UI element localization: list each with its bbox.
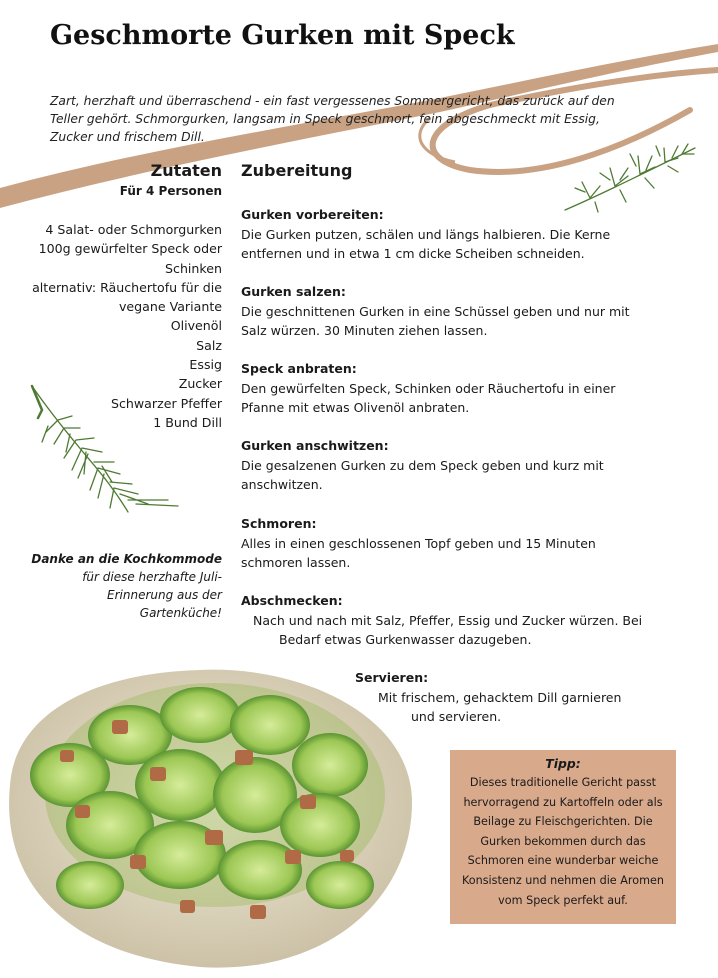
ingredient-list [2, 220, 222, 432]
ingredients-heading: Zutaten [150, 161, 222, 180]
ingredient-line: Essig [189, 357, 222, 373]
ingredient-line: 1 Bund Dill [153, 414, 222, 430]
step-line: Salz würzen. 30 Minuten ziehen lassen. [241, 323, 488, 338]
step-line: anschwitzen. [241, 477, 323, 492]
tip-line: Dieses traditionelle Gericht passt [469, 776, 657, 789]
step-title: Abschmecken: [241, 593, 343, 608]
step-season [241, 591, 681, 650]
tip-box [450, 750, 676, 924]
step-prepare [241, 205, 681, 264]
step-line: Bedarf etwas Gurkenwasser dazugeben. [279, 632, 532, 647]
ingredient-line: 100g gewürfelter Speck oder [38, 241, 222, 257]
dill-sprig-icon [560, 140, 700, 215]
tip-line: Beilage zu Fleischgerichten. Die [473, 815, 653, 829]
tip-title: Tipp: [545, 756, 581, 771]
step-line: Die gesalzenen Gurken zu dem Speck geben und kurz mit [241, 457, 604, 473]
step-title: Schmoren: [241, 516, 317, 531]
ingredient-line: Olivenöl [170, 318, 222, 334]
step-line: und servieren. [411, 709, 502, 724]
step-title: Gurken vorbereiten: [241, 207, 384, 222]
step-line: Die Gurken putzen, schälen und längs halbieren. Die Kerne [241, 226, 611, 242]
ingredient-line: Schinken [165, 260, 222, 276]
tip-line: Schmoren eine wunderbar weiche [467, 854, 659, 868]
step-saute [241, 436, 681, 495]
tip-line: Konsistenz und nehmen die Aromen [462, 873, 664, 887]
thanks-line: Erinnerung aus der [107, 588, 222, 602]
tip-line: vom Speck perfekt auf. [498, 893, 628, 907]
step-line: Nach und nach mit Salz, Pfeffer, Essig und Zucker würzen. Bei [253, 612, 643, 628]
step-title: Servieren: [355, 670, 429, 685]
ingredient-line: alternativ: Räuchertofu für die [32, 279, 222, 295]
ingredient-line: vegane Variante [118, 299, 222, 315]
step-salt [241, 282, 681, 341]
ingredient-line: 4 Salat- oder Schmorgurken [45, 222, 222, 237]
thanks-title: Danke an die Kochkommode [31, 552, 222, 566]
step-fry-bacon [241, 359, 681, 418]
thanks-line: Gartenküche! [139, 606, 222, 620]
step-line: Die geschnittenen Gurken in eine Schüssel geben und nur mit [241, 303, 630, 319]
preparation-heading: Zubereitung [241, 161, 353, 180]
step-title: Speck anbraten: [241, 361, 357, 376]
step-serve [355, 668, 655, 727]
ingredient-line: Schwarzer Pfeffer [110, 395, 222, 411]
step-line: Den gewürfelten Speck, Schinken oder Räuchertofu in einer [241, 380, 616, 396]
intro-text: Zart, herzhaft und überraschend - ein fast vergessenes Sommergericht, das zurück auf den Teller gehört. Schmorgurken, langsam in Speck geschmort, fein abgeschmeckt mit Essig, Zucker und frischem Dill. [50, 94, 615, 144]
ingredient-line: Salz [196, 337, 222, 353]
ingredient-line: Zucker [178, 376, 222, 392]
thanks-line: für diese herzhafte Juli- [82, 570, 222, 584]
step-title: Gurken anschwitzen: [241, 438, 389, 453]
thanks-note [12, 550, 222, 622]
tip-line: hervorragend zu Kartoffeln oder als [463, 795, 663, 809]
step-title: Gurken salzen: [241, 284, 346, 299]
servings-label: Für 4 Personen [119, 184, 222, 198]
step-braise [241, 514, 681, 573]
tip-line: Gurken bekommen durch das [480, 834, 646, 848]
page-title: Geschmorte Gurken mit Speck [50, 20, 515, 51]
step-line: schmoren lassen. [241, 555, 351, 570]
step-line: Pfanne mit etwas Olivenöl anbraten. [241, 400, 470, 415]
step-line: Alles in einen geschlossenen Topf geben und 15 Minuten [241, 535, 596, 551]
step-line: entfernen und in etwa 1 cm dicke Scheiben schneiden. [241, 246, 585, 261]
step-line: Mit frischem, gehacktem Dill garnieren [378, 689, 622, 705]
